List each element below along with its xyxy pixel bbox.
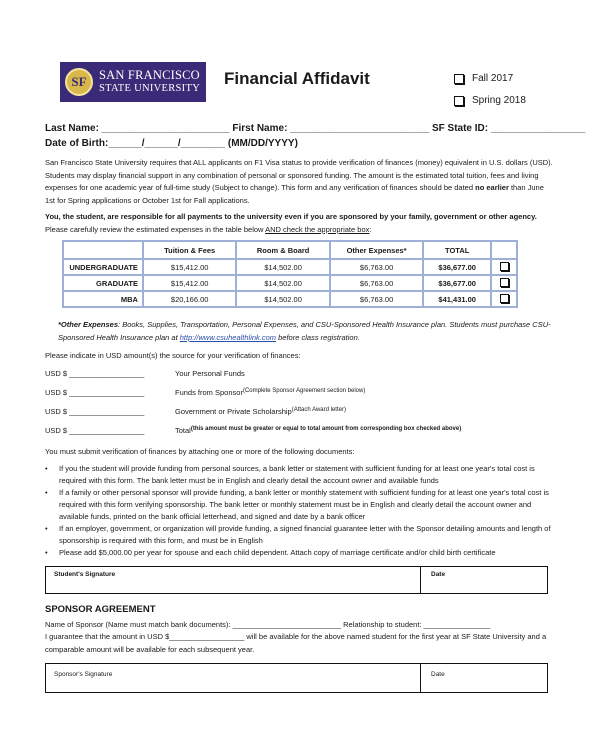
cell-room: $14,502.00 [236, 259, 329, 275]
cell-tuition: $20,166.00 [143, 291, 236, 307]
university-logo [60, 62, 206, 102]
source-row-sponsor[interactable]: USD $ __________________ Funds from Sponsor (Complete Sponsor Agreement section below) [45, 388, 366, 397]
dob-field-line[interactable]: Date of Birth:______/______/________ (MM/DD/YYYY) [45, 138, 298, 149]
mba-checkbox[interactable] [491, 291, 517, 307]
list-item: • If an employer, government, or organization will provide funding, a signed financial guarantee letter with the Sponsor detailing amounts and length of sponsorship is required with this form, and must be in English [45, 524, 551, 545]
other-expenses-footnote: *Other Expenses: Books, Supplies, Transportation, Personal Expenses, and CSU-Sponsored Health Insurance plan. Students must purchase CSU-Sponsored Health Insurance plan at http://www.csuhealthlink.com before class registration. [58, 320, 551, 342]
undergraduate-checkbox[interactable] [491, 259, 517, 275]
sources-intro: Please indicate in USD amount(s) the source for your verification of finances: [45, 351, 301, 360]
checkbox-icon [454, 74, 464, 84]
logo-line-2: STATE UNIVERSITY [99, 83, 201, 94]
sponsor-guarantee: I guarantee that the amount in USD $__________________ will be available for the above named student for the first year at SF State University and a comparable amount will be available for each subsequent year. [45, 632, 547, 654]
university-seal-icon: SF [65, 68, 93, 96]
cell-total: $36,677.00 [423, 259, 491, 275]
checkbox-icon [500, 262, 509, 271]
sponsor-signature-box[interactable] [45, 663, 548, 693]
documents-list [45, 463, 557, 559]
documents-intro: You must submit verification of finances by attaching one or more of the following documents: [45, 447, 355, 456]
student-signature-box[interactable] [45, 566, 548, 594]
sponsor-date-field[interactable]: Date [431, 671, 445, 678]
name-id-field-line[interactable]: Last Name: _______________________ First Name: _________________________ SF State ID: _________________ [45, 123, 586, 134]
health-link[interactable]: http://www.csuhealthlink.com [179, 332, 277, 342]
header-room: Room & Board [236, 241, 329, 259]
student-signature-field[interactable]: Student's Signature [46, 567, 421, 593]
row-label: GRADUATE [63, 275, 143, 291]
table-header-row [63, 241, 517, 259]
table-row [63, 259, 517, 275]
list-item: • If a family or other personal sponsor will provide funding, a bank letter or monthly statement with sufficient funding for at least one year's total cost is required with this form verifying sponsorship. The bank letter or monthly statement must be in English and clearly detail the account owner and available funds, printed on the bank official letterhead, and signed and date by a bank officer [45, 488, 549, 521]
responsibility-paragraph: You, the student, are responsible for all payments to the university even if you are sponsored by your family, government or other agency. Please carefully review the estimated expenses in the table below AND check the appropriate box: [45, 212, 537, 234]
row-label: UNDERGRADUATE [63, 259, 143, 275]
sponsor-signature-field[interactable]: Sponsor's Signature [46, 664, 421, 692]
table-row [63, 275, 517, 291]
expense-table [62, 240, 518, 308]
row-label: MBA [63, 291, 143, 307]
source-row-total[interactable]: USD $ __________________ Total (this amount must be greater or equal to total amount from corresponding box checked above) [45, 426, 462, 435]
header-other: Other Expenses* [330, 241, 423, 259]
cell-total: $41,431.00 [423, 291, 491, 307]
header-total: TOTAL [423, 241, 491, 259]
checkbox-icon [500, 278, 509, 287]
checkbox-icon [454, 96, 464, 106]
graduate-checkbox[interactable] [491, 275, 517, 291]
header-tuition: Tuition & Fees [143, 241, 236, 259]
cell-other: $6,763.00 [330, 275, 423, 291]
source-row-personal[interactable]: USD $ __________________ Your Personal Funds [45, 369, 245, 378]
sponsor-name-line[interactable]: Name of Sponsor (Name must match bank documents): __________________________ Relationship to student: ________________ [45, 620, 491, 629]
student-date-field[interactable]: Date [431, 571, 446, 578]
list-item: • Please add $5,000.00 per year for spouse and each child dependent. Attach copy of marriage certificate and/or child birth certificate [45, 548, 496, 557]
table-row [63, 291, 517, 307]
logo-line-1: SAN FRANCISCO [99, 68, 200, 82]
source-row-scholarship[interactable]: USD $ __________________ Government or Private Scholarship (Attach Award letter) [45, 407, 346, 416]
checkbox-icon [500, 294, 509, 303]
cell-total: $36,677.00 [423, 275, 491, 291]
cell-room: $14,502.00 [236, 291, 329, 307]
cell-room: $14,502.00 [236, 275, 329, 291]
cell-tuition: $15,412.00 [143, 259, 236, 275]
cell-other: $6,763.00 [330, 259, 423, 275]
sponsor-heading: SPONSOR AGREEMENT [45, 604, 156, 615]
page-title: Financial Affidavit [224, 69, 370, 88]
cell-tuition: $15,412.00 [143, 275, 236, 291]
term-spring-checkbox[interactable]: Spring 2018 [454, 95, 526, 106]
intro-paragraph: San Francisco State University requires that ALL applicants on F1 Visa status to provide verification of finances (money) equivalent in U.S. dollars (USD). Students may display financial support in any combination of personal or sponsored funding. The amount is the estimated total tuition, fees and living expenses for one academic year of full-time study (Subject to change). This form and any verification of finances should be dated no earlier than June 1st for Spring applications or October 1st for Fall applications. [45, 158, 553, 205]
cell-other: $6,763.00 [330, 291, 423, 307]
list-item: • If you the student will provide funding from personal sources, a bank letter or statement with sufficient funding for at least one year's total cost is required with this form. The bank letter must be in English and clearly detail the account owner and available funds [45, 464, 535, 485]
term-fall-checkbox[interactable]: Fall 2017 [454, 73, 513, 84]
